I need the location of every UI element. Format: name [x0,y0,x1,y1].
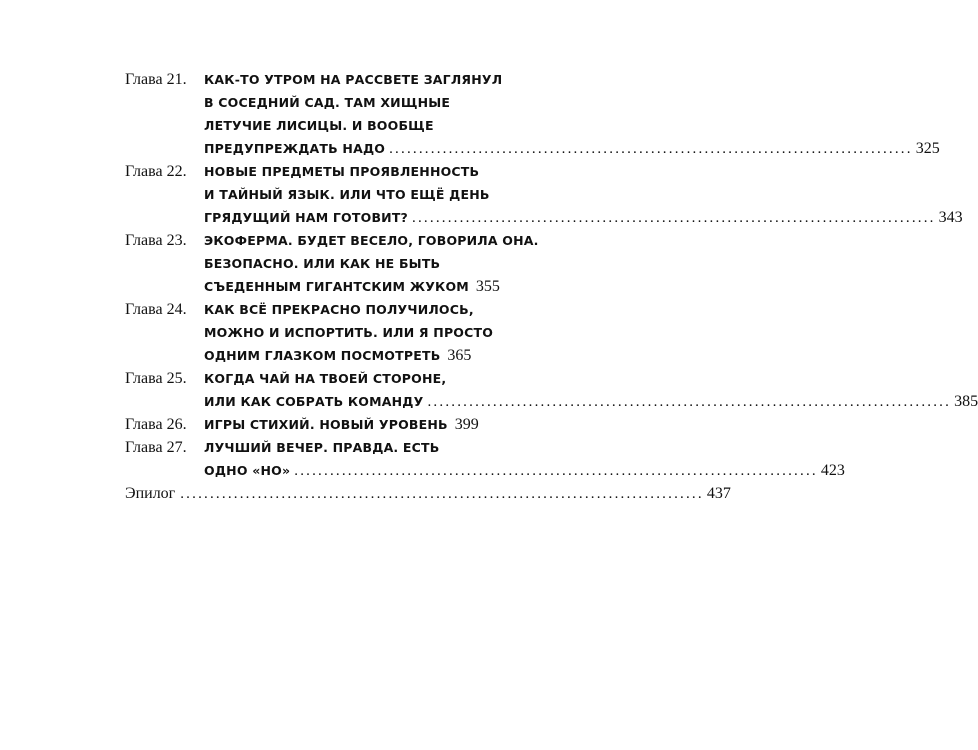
page-number: 385 [954,393,978,410]
page-number: 365 [447,347,472,364]
chapter-label: Глава 22. [125,163,187,180]
chapter-title [204,436,845,482]
toc-entry-chapter-26[interactable] [125,413,479,436]
chapter-title [204,298,494,367]
toc-entry-chapter-25[interactable] [125,367,978,413]
title-line: ЛЕТУЧИЕ ЛИСИЦЫ. И ВООБЩЕ [204,118,434,133]
dot-leader: ........................................................................................ [427,394,952,410]
chapter-label: Глава 25. [125,370,187,387]
title-line: КОГДА ЧАЙ НА ТВОЕЙ СТОРОНЕ, [204,371,447,386]
title-line-last: ПРЕДУПРЕЖДАТЬ НАДО ........................................................................................ 325 [204,137,463,160]
title-line: ЭКОФЕРМА. БУДЕТ ВЕСЕЛО, ГОВОРИЛА ОНА. [204,233,539,248]
page-number: 355 [475,278,500,295]
chapter-label: Глава 26. [125,416,187,433]
chapter-title [204,367,978,413]
toc-entry-chapter-22[interactable] [125,160,963,229]
title-line: МОЖНО И ИСПОРТИТЬ. ИЛИ Я ПРОСТО [204,325,494,340]
title-line: КАК-ТО УТРОМ НА РАССВЕТЕ ЗАГЛЯНУЛ [204,72,503,87]
toc-entry-chapter-24[interactable] [125,298,494,367]
chapter-label: Глава 21. [125,71,187,88]
chapter-label: Глава 23. [125,232,187,249]
title-line: ЛУЧШИЙ ВЕЧЕР. ПРАВДА. ЕСТЬ [204,440,440,455]
toc-entry-chapter-21[interactable] [125,68,940,160]
title-line: КАК ВСЁ ПРЕКРАСНО ПОЛУЧИЛОСЬ, [204,302,474,317]
chapter-title [204,229,539,298]
title-line-last: ОДНО «НО» ........................................................................................ 423 [204,459,463,482]
title-line-last: ИЛИ КАК СОБРАТЬ КОМАНДУ ........................................................................................ 385 [204,390,463,413]
dot-leader: ........................................................................................ [180,486,704,502]
chapter-title [204,68,940,160]
title-line-last: ОДНИМ ГЛАЗКОМ ПОСМОТРЕТЬ 365 [204,344,463,367]
page-number: 423 [820,462,845,479]
title-line: БЕЗОПАСНО. ИЛИ КАК НЕ БЫТЬ [204,256,441,271]
title-line-last: СЪЕДЕННЫМ ГИГАНТСКИМ ЖУКОМ 355 [204,275,463,298]
title-line-last: ГРЯДУЩИЙ НАМ ГОТОВИТ? ........................................................................................ 343 [204,206,463,229]
epilog-label: Эпилог [125,485,176,502]
chapter-label: Глава 24. [125,301,187,318]
title-line: И ТАЙНЫЙ ЯЗЫК. ИЛИ ЧТО ЕЩЁ ДЕНЬ [204,187,490,202]
chapter-label: Глава 27. [125,439,187,456]
toc-entry-chapter-27[interactable] [125,436,845,482]
dot-leader: ........................................................................................ [389,141,913,157]
toc-entry-epilog[interactable] [125,482,731,505]
chapter-title [204,413,479,436]
page-number: 399 [454,416,479,433]
dot-leader: ........................................................................................ [294,463,818,479]
page-number: 325 [915,140,940,157]
title-line: НОВЫЕ ПРЕДМЕТЫ ПРОЯВЛЕННОСТЬ [204,164,480,179]
toc-entry-chapter-23[interactable] [125,229,539,298]
title-line: В СОСЕДНИЙ САД. ТАМ ХИЩНЫЕ [204,95,451,110]
chapter-title [204,160,963,229]
page-number: 343 [938,209,963,226]
table-of-contents [125,68,978,505]
page-number: 437 [706,485,731,502]
title-line-last: ИГРЫ СТИХИЙ. НОВЫЙ УРОВЕНЬ 399 [204,413,463,436]
dot-leader: ........................................................................................ [412,210,936,226]
